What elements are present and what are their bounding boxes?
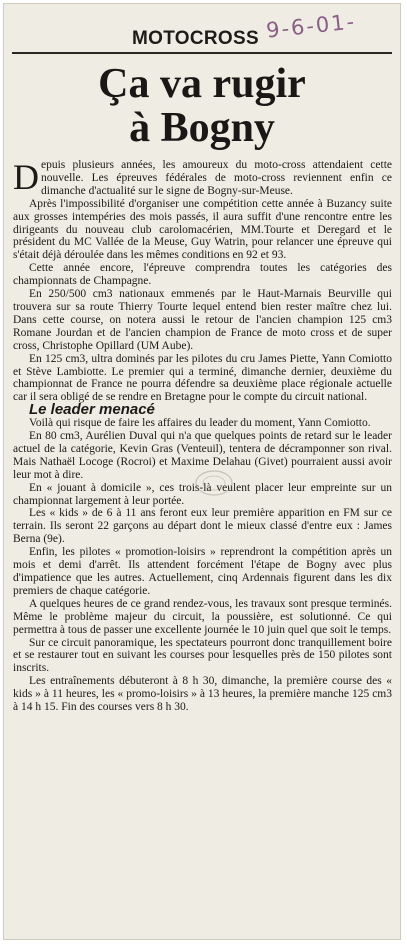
headline-line-2: à Bogny: [129, 105, 275, 151]
paragraph-3: Cette année encore, l'épreuve comprendra toutes les catégories des championnats de Champagne.: [13, 262, 392, 288]
header-rule: [12, 52, 392, 54]
paragraph-13: Les entraînements débuteront à 8 h 30, dimanche, la première course des « kids » à 11 heures, les « promo-loisirs » à 13 heures, la première manche 125 cm3 à 14 h 15. Fin des courses vers 8 h 30.: [13, 675, 392, 714]
paragraph-11: A quelques heures de ce grand rendez-vous, les travaux sont presque terminés. Même le problème majeur du circuit, la poussière, est solutionné. Ce qui permettra à tous de passer une excellente journée le 10 juin quel que soit le temps.: [13, 597, 392, 636]
paragraph-12: Sur ce circuit panoramique, les spectateurs pourront donc tranquillement boire et se restaurer tout en suivant les courses pour lesquelles près de 150 pilotes sont inscrits.: [13, 636, 392, 675]
drop-cap: D: [13, 157, 39, 197]
paragraph-1: [13, 159, 392, 198]
article-body: [13, 159, 392, 714]
clipping-header: [4, 4, 400, 54]
newspaper-clipping: [3, 3, 401, 940]
handwritten-date: 9-6-01-: [264, 9, 358, 43]
section-rubric: MOTOCROSS: [132, 28, 259, 49]
paragraph-4: En 250/500 cm3 nationaux emmenés par le Haut-Marnais Beurville qui trouvera sur sa route Thierry Tourte lequel entend bien rester maître chez lui. Dans cette course, on notera aussi le retour de l'ancien champion 125 cm3 Romane Jourdan et de l'ancien champion de France de moto cross et de super cross, Christophe Opillard (UM Aube).: [13, 288, 392, 352]
stamp-watermark: [194, 468, 234, 498]
paragraph-6: Voilà qui risque de faire les affaires du leader du moment, Yann Comiotto.: [29, 417, 371, 430]
subhead: Le leader menacé: [29, 401, 155, 419]
paragraph-8: En « jouant à domicile », ces trois-là veulent placer leur empreinte sur un championnat largement à leur portée.: [13, 481, 392, 507]
paragraph-2: Après l'impossibilité d'organiser une compétition cette année à Buzancy suite aux grosses intempéries des mois passés, il aura suffit d'une rencontre entre les dirigeants du nouveau club carolomacérien, MM.Tourte et Deregard et le président du MC Vallée de la Meuse, Guy Watrin, pour relancer une épreuve qui s'était déjà déroulée dans les mêmes conditions en 92 et 93.: [13, 197, 392, 262]
paragraph-10: Enfin, les pilotes « promotion-loisirs » reprendront la compétition après un mois et demi d'arrêt. Ils attendent forcément l'étape de Bogny avec plus d'impatience que les autres. Actuellement, cinq Ardennais figurent dans les dix premiers de chaque catégorie.: [13, 546, 392, 597]
headline: [4, 62, 400, 150]
paragraph-7: En 80 cm3, Aurélien Duval qui n'a que quelques points de retard sur le leader actuel de la catégorie, Kevin Gras (Venteuil), tentera de décramponner son rival. Mais Nathaël Locoge (Rocroi) et Maxime Delahau (Givet) pourraient aussi avoir leur mot à dire.: [13, 430, 392, 481]
paragraph-9: Les « kids » de 6 à 11 ans feront eux leur première apparition en FM sur ce terrain. Ils seront 22 garçons au départ dont le mieux classé d'entre eux : James Berna (9e).: [13, 507, 392, 546]
paragraph-1-text: epuis plusieurs années, les amoureux du moto-cross attendaient cette nouvelle. Les épreuves fédérales de moto-cross reviennent enfin ce dimanche d'actualité sur le signe de Bogny-sur-Meuse.: [41, 159, 392, 197]
headline-line-1: Ça va rugir: [98, 61, 306, 107]
paragraph-5: En 125 cm3, ultra dominés par les pilotes du cru James Piette, Yann Comiotto et Stève Lambiotte. Le premier qui a terminé, dimanche dernier, deuxième du championnat de France ne pourra défendre sa deuxième place régionale actuelle car il sera obligé de se rendre en Bretagne pour le compte du circuit national.: [13, 352, 392, 404]
